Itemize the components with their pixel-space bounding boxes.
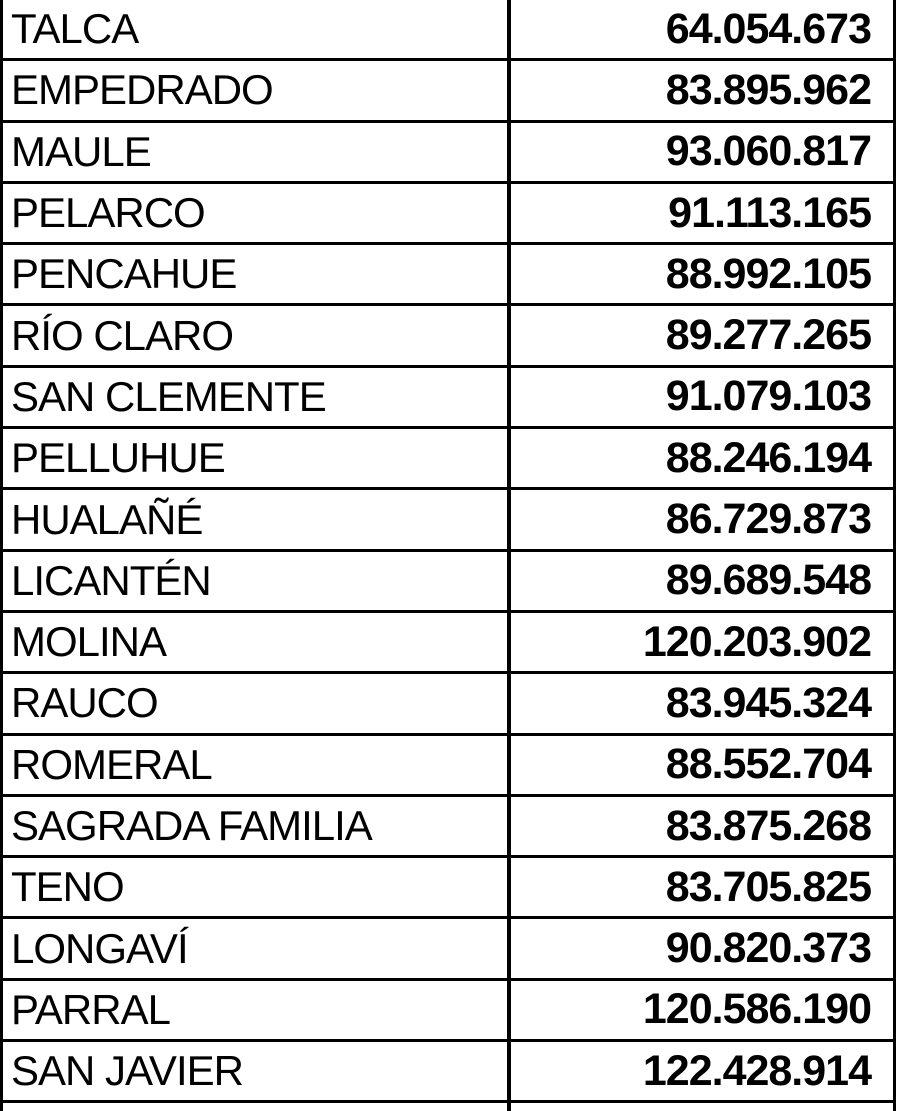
amount-cell: 89.277.265: [511, 306, 896, 364]
amount-cell: 90.820.373: [511, 919, 896, 977]
amount-cell: 89.689.548: [511, 552, 896, 610]
amount-cell: 83.875.268: [511, 797, 896, 855]
partial-row: [0, 1103, 896, 1111]
commune-name-cell: RAUCO: [0, 674, 511, 732]
table-row: [0, 1042, 896, 1103]
table-row: [0, 613, 896, 674]
amount-cell: 88.552.704: [511, 736, 896, 794]
table-row: [0, 552, 896, 613]
table-row: [0, 0, 896, 61]
commune-name-cell: MOLINA: [0, 613, 511, 671]
commune-name-cell: SAGRADA FAMILIA: [0, 797, 511, 855]
commune-name-cell: MAULE: [0, 123, 511, 181]
commune-name-cell: TENO: [0, 858, 511, 916]
table-row: [0, 245, 896, 306]
amount-cell: 91.079.103: [511, 368, 896, 426]
table-row: [0, 797, 896, 858]
commune-name-cell: PENCAHUE: [0, 245, 511, 303]
commune-name-cell: PELARCO: [0, 184, 511, 242]
table-row: [0, 123, 896, 184]
commune-name-cell: LICANTÉN: [0, 552, 511, 610]
amount-cell: 88.992.105: [511, 245, 896, 303]
table-row: [0, 919, 896, 980]
commune-name-cell: LONGAVÍ: [0, 919, 511, 977]
amount-cell: 120.586.190: [511, 981, 896, 1039]
amount-cell: 88.246.194: [511, 429, 896, 487]
amount-cell: [511, 1103, 896, 1111]
amount-cell: 83.705.825: [511, 858, 896, 916]
commune-name-cell: [0, 1103, 511, 1111]
commune-name-cell: SAN JAVIER: [0, 1042, 511, 1100]
table-row: [0, 490, 896, 551]
table-row: [0, 368, 896, 429]
commune-name-cell: EMPEDRADO: [0, 61, 511, 119]
amount-cell: 91.113.165: [511, 184, 896, 242]
amount-cell: 120.203.902: [511, 613, 896, 671]
commune-name-cell: PELLUHUE: [0, 429, 511, 487]
amount-cell: 83.945.324: [511, 674, 896, 732]
table-row: [0, 981, 896, 1042]
commune-name-cell: SAN CLEMENTE: [0, 368, 511, 426]
table-row: [0, 306, 896, 367]
commune-name-cell: HUALAÑÉ: [0, 490, 511, 548]
amount-cell: 122.428.914: [511, 1042, 896, 1100]
table-row: [0, 61, 896, 122]
amount-cell: 93.060.817: [511, 123, 896, 181]
table-row: [0, 674, 896, 735]
table-row: [0, 736, 896, 797]
amount-cell: 86.729.873: [511, 490, 896, 548]
commune-name-cell: ROMERAL: [0, 736, 511, 794]
table-row: [0, 858, 896, 919]
commune-name-cell: PARRAL: [0, 981, 511, 1039]
amount-cell: 64.054.673: [511, 0, 896, 58]
table-row: [0, 184, 896, 245]
commune-name-cell: TALCA: [0, 0, 511, 58]
commune-name-cell: RÍO CLARO: [0, 306, 511, 364]
table-row: [0, 429, 896, 490]
amount-cell: 83.895.962: [511, 61, 896, 119]
